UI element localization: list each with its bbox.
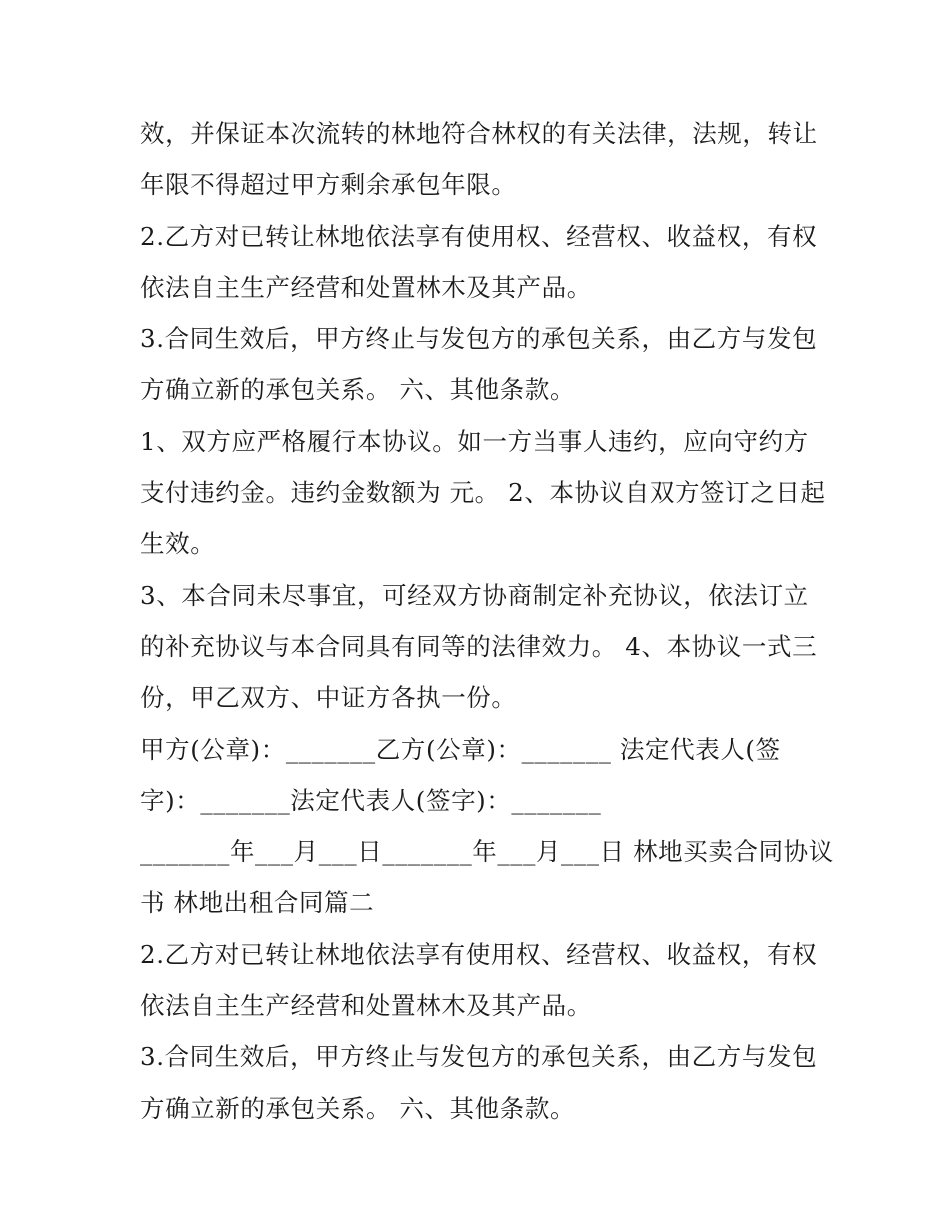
- text-line: 方确立新的承包关系。 六、其他条款。: [140, 1093, 576, 1123]
- text-line: 依法自主生产经营和处置林木及其产品。: [140, 991, 592, 1021]
- text-line: 3.合同生效后，甲方终止与发包方的承包关系，由乙方与发包: [140, 1042, 818, 1072]
- text-line: 效，并保证本次流转的林地符合林权的有关法律，法规，转让: [140, 119, 818, 148]
- signature-line: 字)：_______法定代表人(签字)：_______: [140, 785, 602, 815]
- text-line: 支付违约金。违约金数额为 元。 2、本协议自双方签订之日起: [140, 478, 826, 508]
- text-line: 方确立新的承包关系。 六、其他条款。: [140, 375, 576, 405]
- date-line: _______年___月___日_______年___月___日 林地买卖合同协议: [140, 837, 834, 867]
- section-heading-line: 书 林地出租合同篇二: [140, 888, 375, 918]
- text-line: 生效。: [140, 529, 216, 559]
- text-line: 2.乙方对已转让林地依法享有使用权、经营权、收益权，有权: [140, 939, 818, 969]
- text-line: 2.乙方对已转让林地依法享有使用权、经营权、收益权，有权: [140, 221, 818, 251]
- text-line: 年限不得超过甲方剩余承包年限。: [140, 170, 517, 200]
- text-line: 3、本合同未尽事宜，可经双方协商制定补充协议，依法订立: [140, 580, 809, 610]
- signature-line: 甲方(公章)：_______乙方(公章)：_______ 法定代表人(签: [140, 734, 781, 764]
- text-line: 的补充协议与本合同具有同等的法律效力。 4、本协议一式三: [140, 631, 818, 661]
- text-line: 依法自主生产经营和处置林木及其产品。: [140, 272, 592, 302]
- text-line: 3.合同生效后，甲方终止与发包方的承包关系，由乙方与发包: [140, 324, 818, 354]
- document-body: [140, 108, 834, 1134]
- text-line: 1、双方应严格履行本协议。如一方当事人违约，应向守约方: [140, 426, 809, 456]
- text-line: 份，甲乙双方、中证方各执一份。: [140, 683, 517, 713]
